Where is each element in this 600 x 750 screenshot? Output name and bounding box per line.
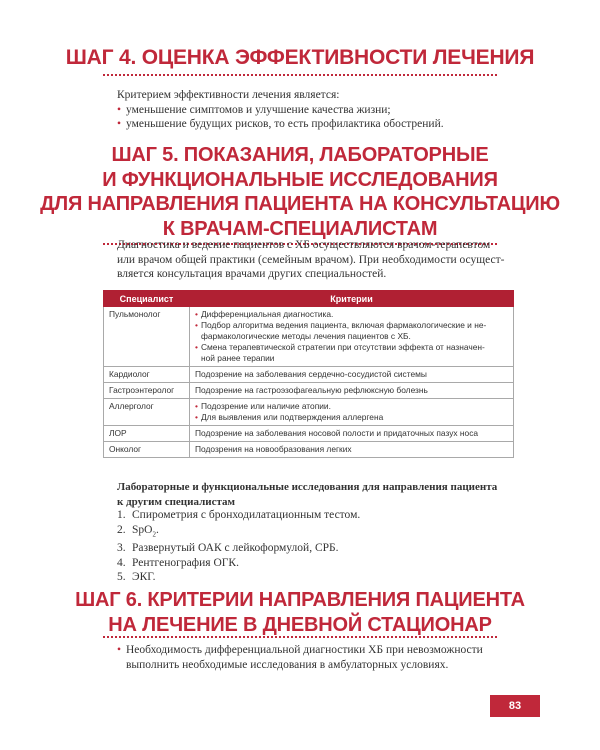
step6-title: ШАГ 6. КРИТЕРИИ НАПРАВЛЕНИЯ ПАЦИЕНТА НА ЛЕЧЕНИЕ В ДНЕВНОЙ СТАЦИОНАР <box>75 589 525 636</box>
step4-body <box>117 88 517 132</box>
column-header-criteria: Критерии <box>190 291 514 307</box>
list-item: • уменьшение симптомов и улучшение качества жизни; <box>117 103 391 116</box>
list-item: • уменьшение будущих рисков, то есть профилактика обострений. <box>117 118 444 130</box>
table-header <box>104 291 514 307</box>
bullet-icon: • <box>117 644 122 656</box>
step4-intro: Критерием эффективности лечения является: <box>117 89 340 101</box>
column-header-specialist: Специалист <box>104 291 190 307</box>
table-row: Гастроэнтеролог Подозрение на гастроэзофагеальную рефлюксную болезнь <box>104 383 514 399</box>
step5-title: ШАГ 5. ПОКАЗАНИЯ, ЛАБОРАТОРНЫЕ И ФУНКЦИОНАЛЬНЫЕ ИССЛЕДОВАНИЯ ДЛЯ НАПРАВЛЕНИЯ ПАЦИЕНТА НА КОНСУЛЬТАЦИЮ К ВРАЧАМ-СПЕЦИАЛИСТАМ <box>40 144 560 240</box>
divider <box>103 74 497 76</box>
list-item: 5. ЭКГ. <box>117 571 156 584</box>
list-item: 1. Спирометрия с бронходилатационным тестом. <box>117 509 361 521</box>
list-item: 2. SpO$_2$. <box>117 523 159 538</box>
list-item: • Необходимость дифференциальной диагностики ХБ при невозможности <box>117 644 483 656</box>
table-row: Аллерголог • Подозрение или наличие атопии. • Для выявления или подтверждения аллергена <box>104 399 514 426</box>
table-row: Онколог Подозрения на новообразования легких <box>104 442 514 458</box>
page-number: 83 <box>490 695 540 717</box>
specialists-table <box>103 290 514 458</box>
bullet-icon: • <box>117 118 122 130</box>
step6-body: • Необходимость дифференциальной диагностики ХБ при невозможности выполнить необходимые исследования в амбулаторных условиях. <box>117 643 517 672</box>
lab-list <box>117 508 517 585</box>
bullet-icon: • <box>195 320 198 330</box>
list-item: 4. Рентгенография ОГК. <box>117 556 239 569</box>
table-row: Кардиолог Подозрение на заболевания сердечно-сосудистой системы <box>104 367 514 383</box>
bullet-icon: • <box>117 103 122 116</box>
lab-heading: Лабораторные и функциональные исследования для направления пациента к другим специалистам <box>117 481 498 508</box>
table-row: Пульмонолог • Дифференциальная диагностика. • Подбор алгоритма ведения пациента, включая фармакологические и не- фармакологические методы лечения пациентов с ХБ. • Смена терапевтической стратегии при отсутствии эффекта от назначен- ной ранее терапии <box>104 307 514 367</box>
list-item: 3. Развернутый ОАК с лейкоформулой, СРБ. <box>117 542 339 555</box>
step5-paragraph: Диагностика и ведение пациентов с ХБ осуществляются врачом-терапевтом или врачом общей практики (семейным врачом). При необходимости осущест- вляется консультация врачами других специальностей. <box>117 239 505 280</box>
bullet-icon: • <box>195 309 198 319</box>
bullet-icon: • <box>195 412 198 422</box>
step4-title: ШАГ 4. ОЦЕНКА ЭФФЕКТИВНОСТИ ЛЕЧЕНИЯ <box>65 46 535 69</box>
bullet-icon: • <box>195 342 198 352</box>
bullet-icon: • <box>195 401 198 411</box>
divider <box>103 636 497 638</box>
table-row: ЛОР Подозрение на заболевания носовой полости и придаточных пазух носа <box>104 426 514 442</box>
